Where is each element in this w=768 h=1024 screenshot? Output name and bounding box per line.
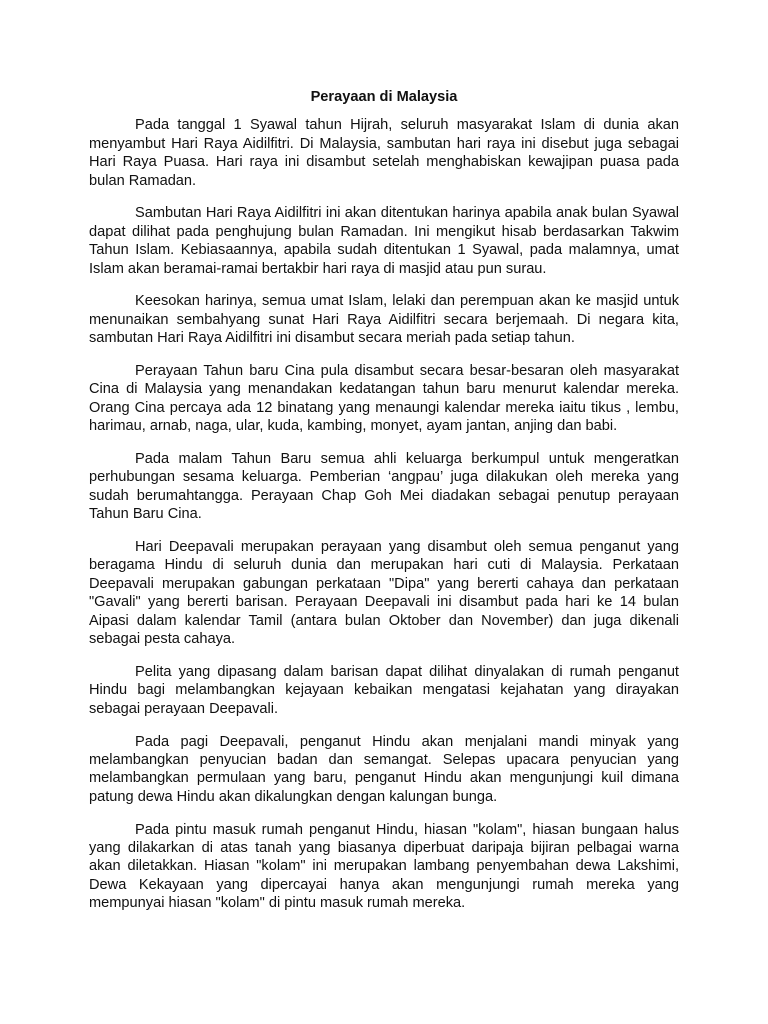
- paragraph-deepavali-kolam: Pada pintu masuk rumah penganut Hindu, hiasan "kolam", hiasan bungaan halus yang dilakarkan di atas tanah yang biasanya diperbuat daripaja bijiran pelbagai warna akan diletakkan. Hiasan "kolam" ini merupakan lambang penyembahan dewa Lakshimi, Dewa Kekayaan yang dipercayai hanya akan mengunjungi rumah mereka yang mempunyai hiasan "kolam" di pintu masuk rumah mereka.: [89, 821, 679, 912]
- paragraph-deepavali-intro: Hari Deepavali merupakan perayaan yang disambut oleh semua penganut yang beragama Hindu di seluruh dunia dan merupakan hari cuti di Malaysia. Perkataan Deepavali merupakan gabungan perkataan "Dipa" yang bererti cahaya dan perkataan "Gavali" yang bererti barisan. Perayaan Deepavali ini disambut pada hari ke 14 bulan Aipasi dalam kalendar Tamil (antara bulan Oktober dan November) dan juga dikenali sebagai pesta cahaya.: [89, 539, 679, 648]
- paragraph-aidilfitri-intro: Pada tanggal 1 Syawal tahun Hijrah, seluruh masyarakat Islam di dunia akan menyambut Hari Raya Aidilfitri. Di Malaysia, sambutan hari raya ini disebut juga sebagai Hari Raya Puasa. Hari raya ini disambut setelah menghabiskan kewajipan puasa pada bulan Ramadan.: [89, 117, 679, 189]
- document-title: Perayaan di Malaysia: [310, 89, 458, 105]
- paragraph-aidilfitri-syawal: Sambutan Hari Raya Aidilfitri ini akan ditentukan harinya apabila anak bulan Syawal dapat dilihat pada penghujung bulan Ramadan. Ini mengikut hisab berdasarkan Takwim Tahun Islam. Kebiasaannya, apabila sudah ditentukan 1 Syawal, pada malamnya, umat Islam akan beramai-ramai bertakbir hari raya di masjid atau pun surau.: [89, 205, 679, 277]
- paragraph-chinese-new-year: Perayaan Tahun baru Cina pula disambut secara besar-besaran oleh masyarakat Cina di Malaysia yang menandakan kedatangan tahun baru menurut kalendar mereka. Orang Cina percaya ada 12 binatang yang menaungi kalendar mereka iaitu tikus , lembu, harimau, arnab, naga, ular, kuda, kambing, monyet, ayam jantan, anjing dan babi.: [89, 363, 679, 435]
- paragraph-deepavali-morning: Pada pagi Deepavali, penganut Hindu akan menjalani mandi minyak yang melambangkan penyucian badan dan semangat. Selepas upacara penyucian yang melambangkan permulaan yang baru, penganut Hindu akan mengunjungi kuil dimana patung dewa Hindu akan dikalungkan dengan kalungan bunga.: [89, 733, 679, 805]
- paragraph-new-year-eve: Pada malam Tahun Baru semua ahli keluarga berkumpul untuk mengeratkan perhubungan sesama keluarga. Pemberian ‘angpau’ juga dilakukan oleh mereka yang sudah berumahtangga. Perayaan Chap Goh Mei diadakan sebagai penutup perayaan Tahun Baru Cina.: [89, 451, 679, 523]
- paragraph-deepavali-lamps: Pelita yang dipasang dalam barisan dapat dilihat dinyalakan di rumah penganut Hindu bagi melambangkan kejayaan kebaikan mengatasi kejahatan yang dirayakan sebagai perayaan Deepavali.: [89, 663, 679, 717]
- document-page: [89, 88, 679, 927]
- paragraph-aidilfitri-prayer: Keesokan harinya, semua umat Islam, lelaki dan perempuan akan ke masjid untuk menunaikan sembahyang sunat Hari Raya Aidilfitri secara berjemaah. Di negara kita, sambutan Hari Raya Aidilfitri ini disambut secara meriah pada setiap tahun.: [89, 293, 679, 347]
